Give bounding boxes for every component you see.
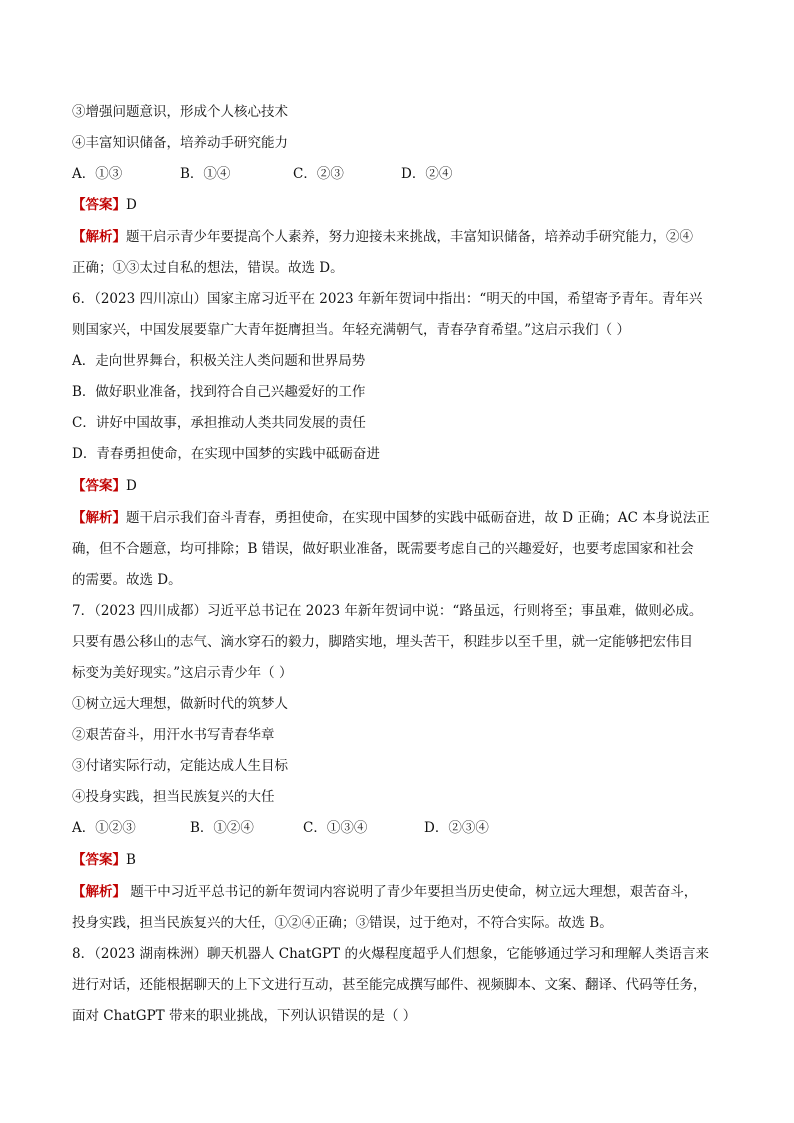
q6-analysis-line-2: 确，但不合题意，均可排除；B 错误，做好职业准备，既需要考虑自己的兴趣爱好，也要考虑国家和社会	[72, 541, 694, 557]
q7-stem-line-3: 标变为美好现实。”这启示青少年（ ）	[72, 665, 293, 681]
q8-stem-line-2: 进行对话，还能根据聊天的上下文进行互动，甚至能完成撰写邮件、视频脚本、文案、翻译、代码等任务，	[72, 977, 707, 993]
analysis-text: 题干中习近平总书记的新年贺词内容说明了青少年要担当历史使命，树立远大理想，艰苦奋斗，	[126, 884, 698, 900]
q8-stem-line-1: 8．（2023 湖南株洲）聊天机器人 ChatGPT 的火爆程度超乎人们想象，它能够通过学习和理解人类语言来	[72, 946, 709, 962]
answer-value: D	[126, 197, 137, 213]
q6-stem-line-1: 6．（2023 四川凉山）国家主席习近平在 2023 年新年贺词中指出：“明天的中国，希望寄予青年。青年兴	[72, 291, 703, 307]
answer-tag: 【答案】	[72, 852, 126, 868]
analysis-text: 题干启示我们奋斗青春，勇担使命，在实现中国梦的实践中砥砺奋进，故 D 正确；AC 本身说法正	[126, 510, 710, 526]
q7-stem-line-1: 7．（2023 四川成都）习近平总书记在 2023 年新年贺词中说：“路虽远，行则将至；事虽难，做则必成。	[72, 603, 703, 619]
q7-analysis-line-2: 投身实践，担当民族复兴的大任，①②④正确；③错误，过于绝对，不符合实际。故选 B。	[72, 915, 613, 931]
q5-analysis-line-1	[72, 227, 693, 247]
q8-stem-line-3: 面对 ChatGPT 带来的职业挑战，下列认识错误的是（ ）	[72, 1008, 417, 1024]
q6-option-d: D．青春勇担使命，在实现中国梦的实践中砥砺奋进	[72, 446, 380, 462]
q7-option-c: C．①③④	[303, 820, 368, 836]
q6-option-a: A．走向世界舞台，积极关注人类问题和世界局势	[72, 353, 366, 369]
q6-option-c: C．讲好中国故事，承担推动人类共同发展的责任	[72, 415, 366, 431]
answer-value: D	[126, 478, 137, 494]
q5-option-d: D．②④	[401, 166, 453, 182]
q5-answer	[72, 195, 137, 215]
q5-option-c: C．②③	[293, 166, 344, 182]
q6-answer	[72, 476, 137, 496]
q7-answer	[72, 850, 136, 870]
analysis-text: 题干启示青少年要提高个人素养，努力迎接未来挑战，丰富知识储备，培养动手研究能力，②④	[126, 229, 693, 245]
q7-item-2: ②艰苦奋斗，用汗水书写青春华章	[72, 727, 275, 743]
q6-analysis-line-1	[72, 508, 710, 528]
q7-stem-line-2: 只要有愚公移山的志气、滴水穿石的毅力，脚踏实地，埋头苦干，积跬步以至千里，就一定能够把宏伟目	[72, 634, 693, 650]
q7-option-d: D．②③④	[424, 820, 489, 836]
q7-item-4: ④投身实践，担当民族复兴的大任	[72, 789, 275, 805]
q7-analysis-line-1	[72, 882, 697, 902]
analysis-tag: 【解析】	[72, 510, 126, 526]
q7-options	[72, 818, 489, 838]
q5-options	[72, 164, 452, 184]
q6-stem-line-2: 则国家兴，中国发展要靠广大青年挺膺担当。年轻充满朝气，青春孕育希望。”这启示我们（ ）	[72, 322, 630, 338]
q5-item-3: ③增强问题意识，形成个人核心技术	[72, 104, 288, 120]
q7-item-1: ①树立远大理想，做新时代的筑梦人	[72, 696, 288, 712]
q5-option-b: B．①④	[180, 166, 231, 182]
q7-option-b: B．①②④	[190, 820, 254, 836]
q6-option-b: B．做好职业准备，找到符合自己兴趣爱好的工作	[72, 384, 366, 400]
answer-tag: 【答案】	[72, 478, 126, 494]
q5-analysis-line-2: 正确；①③太过自私的想法，错误。故选 D。	[72, 260, 344, 276]
analysis-tag: 【解析】	[72, 884, 126, 900]
q6-analysis-line-3: 的需要。故选 D。	[72, 572, 182, 588]
q5-option-a: A．①③	[72, 166, 123, 182]
q5-item-4: ④丰富知识储备，培养动手研究能力	[72, 135, 288, 151]
answer-value: B	[126, 852, 136, 868]
answer-tag: 【答案】	[72, 197, 126, 213]
q7-item-3: ③付诸实际行动，定能达成人生目标	[72, 758, 288, 774]
analysis-tag: 【解析】	[72, 229, 126, 245]
q7-option-a: A．①②③	[72, 820, 136, 836]
